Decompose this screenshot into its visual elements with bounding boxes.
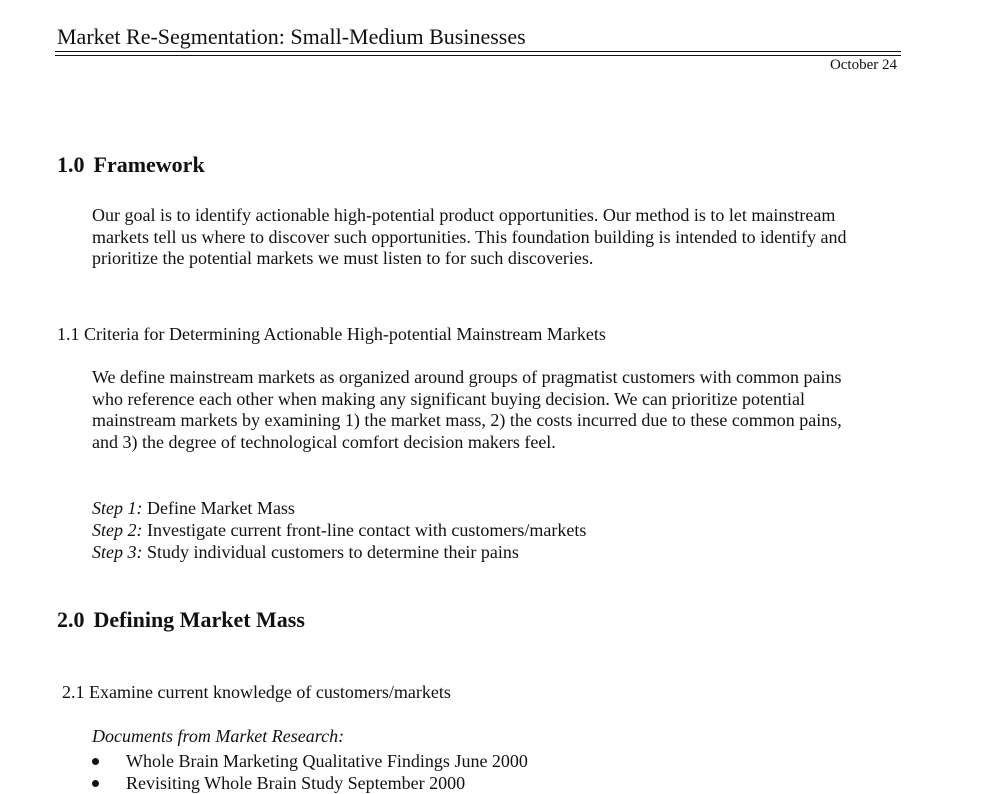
step-label: Step 1:: [92, 498, 143, 518]
step-label: Step 2:: [92, 520, 143, 540]
steps-list: [92, 497, 586, 563]
section-title: Framework: [93, 152, 205, 177]
list-item: [92, 750, 528, 772]
paragraph-line: prioritize the potential markets we must listen to for such discoveries.: [92, 248, 594, 269]
step-item: [92, 519, 586, 541]
step-text: Study individual customers to determine their pains: [142, 542, 519, 562]
header-rule-top: [55, 51, 901, 52]
document-date: October 24: [829, 57, 897, 73]
framework-paragraph: [92, 205, 902, 270]
section-title: Defining Market Mass: [93, 607, 305, 632]
criteria-paragraph: [92, 367, 902, 454]
paragraph-line: mainstream markets by examining 1) the market mass, 2) the costs incurred due to these common pains,: [92, 410, 842, 431]
step-item: [92, 541, 586, 563]
header-rule-bottom: [55, 55, 901, 56]
document-title: Whole Brain Marketing Qualitative Findings June 2000: [126, 751, 528, 771]
step-label: Step 3:: [92, 542, 143, 562]
subsection-heading-examine-knowledge: 2.1 Examine current knowledge of customers/markets: [62, 682, 451, 702]
paragraph-line: We define mainstream markets as organized around groups of pragmatist customers with common pains: [92, 367, 842, 387]
list-item: [92, 772, 528, 794]
paragraph-line: and 3) the degree of technological comfort decision makers feel.: [92, 432, 556, 453]
bullet-icon: [92, 758, 99, 765]
paragraph-line: Our goal is to identify actionable high-potential product opportunities. Our method is to let mainstream: [92, 205, 836, 225]
section-heading-defining-market-mass: [57, 606, 305, 634]
section-heading-framework: [57, 151, 205, 179]
section-number: 2.0: [57, 607, 85, 632]
paragraph-line: markets tell us where to discover such opportunities. This foundation building is intended to identify and: [92, 226, 847, 247]
bullet-icon: [92, 780, 99, 787]
step-text: Define Market Mass: [142, 498, 295, 518]
step-item: [92, 497, 586, 519]
document-title: Revisiting Whole Brain Study September 2000: [126, 773, 466, 793]
documents-list: [92, 750, 528, 794]
section-number: 1.0: [57, 152, 85, 177]
paragraph-line: who reference each other when making any significant buying decision. We can prioritize potential: [92, 388, 805, 409]
documents-label: Documents from Market Research:: [92, 726, 345, 746]
step-text: Investigate current front-line contact with customers/markets: [142, 520, 587, 540]
subsection-heading-criteria: 1.1 Criteria for Determining Actionable High-potential Mainstream Markets: [57, 324, 606, 344]
document-header-title: Market Re-Segmentation: Small-Medium Businesses: [57, 24, 526, 49]
